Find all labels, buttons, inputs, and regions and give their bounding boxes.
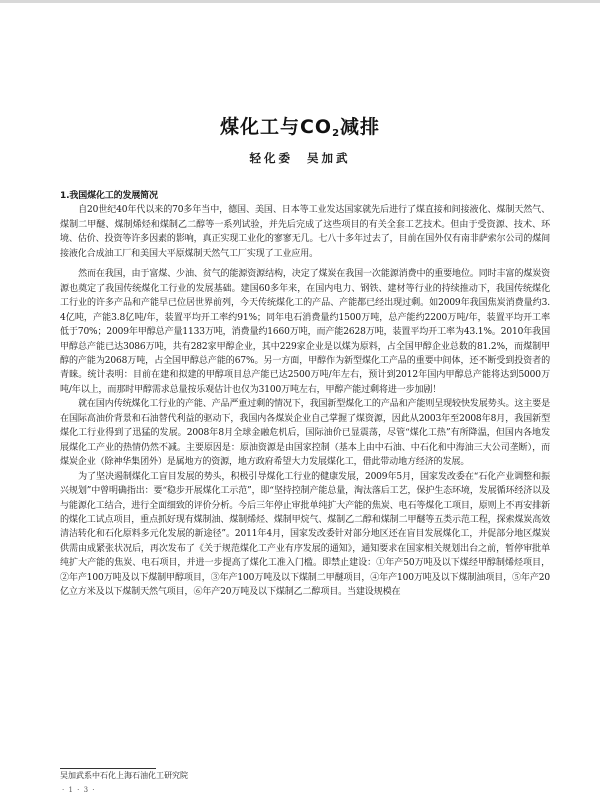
- footnote-divider: [60, 768, 156, 769]
- title-main-text: 煤化工与CO: [219, 116, 333, 138]
- article-title: [150, 112, 450, 139]
- title-subscript: 2: [332, 128, 341, 139]
- section-heading: 1.我国煤化工的发展简况: [60, 191, 158, 201]
- title-tail-text: 减排: [340, 116, 381, 138]
- author-name-2: 吴加武: [307, 151, 351, 165]
- author-line: [150, 150, 450, 166]
- body-paragraph-3: 就在国内传统煤化工行业的产能、产品严重过剩的情况下，我国新型煤化工的产品和产能则呈现较快发展势头。这主要是在国际高油价背景和石油替代利益的驱动下，我国内各煤炭企业自己掌握了煤资源，因此从2003年至2008年8月，我国新型煤化工行业得到了迅猛的发展。2008年8月全球金融危机后，国际油价已显震荡，尽管“煤化工热”有所降温，但国内各地发展煤化工产业的热情仍然不减。主要原因是：原油资源是由国家控制（基本上由中石油、中石化和中海油三大公司垄断），而煤炭企业（除神华集团外）是属地方的资源，地方政府希望大力发展煤化工，借此带动地方经济的发展。: [60, 399, 550, 468]
- page-number: · 1 · 3 ·: [62, 786, 96, 794]
- body-paragraph-1: 自20世纪40年代以来的70多年当中，德国、美国、日本等工业发达国家就先后进行了煤直接和间接液化、煤制天然气、煤制二甲醚、煤制烯烃和煤制乙二醇等一系列试验，并先后完成了这些项目的有关全套工艺技术。但由于受资源、技术、环境、估价、投资等许多因素的影响，真正实现工业化的寥寥无几。七八十多年过去了，目前在国外仅有南非萨索尔公司的煤间接液化合成油工厂和美国大平原煤制天然气工厂实现了工业应用。: [60, 205, 550, 259]
- body-paragraph-4: 为了坚决遏制煤化工盲目发展的势头，积极引导煤化工行业的健康发展，2009年5月，国家发改委在“石化产业调整和振兴规划”中曾明确指出：要“稳步开展煤化工示范”，即“坚持控制产能总量，淘汰落后工艺，保护生态环境，发展循环经济以及与能源化工结合，进行全面细致的评价分析。今后三年停止审批单纯扩大产能的焦炭、电石等煤化工项目，原则上不再安排新的煤化工试点项目，重点抓好现有煤制油、煤制烯烃、煤制甲烷气、煤制乙二醇和煤制二甲醚等五类示范工程，探索煤炭高效清洁转化和石化原料多元化发展的新途径”。2011年4月，国家发改委针对部分地区还在盲目发展煤化工，并促部分地区煤炭供需由成紧张状况后，再次发布了《关于规范煤化工产业有序发展的通知》，通知要求在国家相关规划出台之前，暂停审批单纯扩大产能的焦炭、电石项目，并进一步提高了煤化工准入门槛。即禁止建设：①年产50万吨及以下煤经甲醇制烯烃项目，②年产100万吨及以下煤制甲醇项目，③年产100万吨及以下煤制二甲醚项目，④年产100万吨及以下煤制油项目，⑤年产20亿立方米及以下煤制天然气项目，⑥年产20万吨及以下煤制乙二醇项目。当建设规模在: [60, 471, 550, 598]
- author-name-1: 轻化委: [249, 151, 293, 165]
- author-affiliation-footnote: 吴加武系中石化上海石油化工研究院: [60, 771, 188, 780]
- body-paragraph-2: 然而在我国，由于富煤、少油、贫气的能源资源结构，决定了煤炭在我国一次能源消费中的重要地位。同时丰富的煤炭资源也奠定了我国传统煤化工行业的发展基础。建国60多年来，在国内电力、钢铁、建材等行业的持续推动下，我国传统煤化工行业的许多产品和产能早已位居世界前列，今天传统煤化工的产品、产能都已经出现过剩。如2009年我国焦炭消费量约3.4亿吨，产能3.8亿吨/年，装置平均开工率约91%；同年电石消费量约1500万吨，总产能约2200万吨/年，装置平均开工率低于70%；2009年甲醇总产量1133万吨，消费量约1660万吨，而产能2628万吨，装置平均开工率为43.1%。2010年我国甲醇总产能已达3086万吨，共有282家甲醇企业，其中229家企业是以煤为原料，占全国甲醇企业总数的81.2%，而煤制甲醇的产能为2068万吨，占全国甲醇总产能的67%。另一方面，甲醇作为新型煤化工产品的重要中间体，还不断受到投资者的青睐。统计表明：目前在建和拟建的甲醇项目总产能已达2500万吨/年左右，预计到2012年国内甲醇总产能将达到5000万吨/年以上，而那时甲醇需求总量按乐观估计也仅为3100万吨左右，甲醇产能过剩将进一步加剧！: [60, 269, 550, 395]
- scan-top-edge: [0, 0, 600, 3]
- article-body: [60, 189, 550, 600]
